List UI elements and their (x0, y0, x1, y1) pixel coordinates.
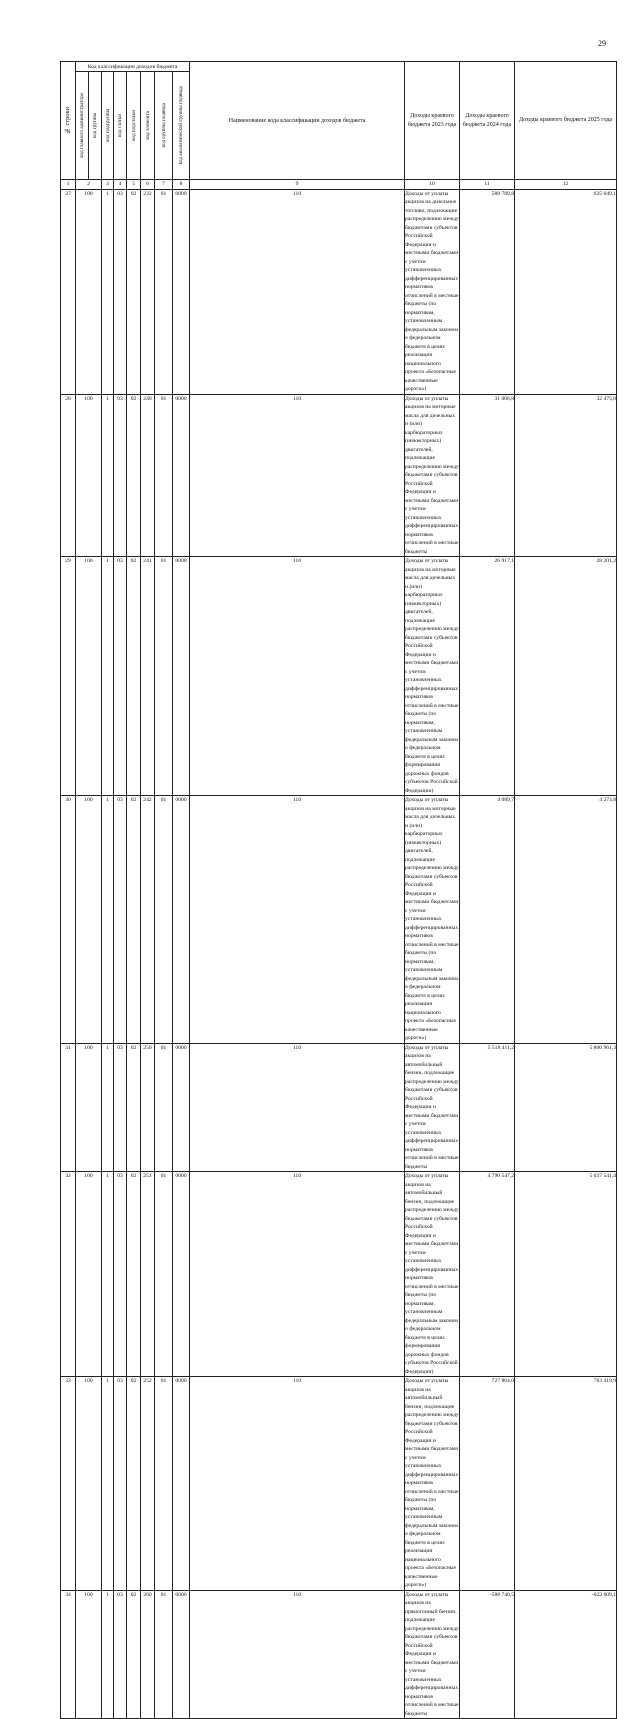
revenue-name: Доходы от уплаты акцизов на дизельное топливо, подлежащие распределению между бюджетами субъектов Российской Федерации и местными бюджетами с учетом установленных дифференцированных нормативов отчислений в местные бюджеты (по нормативам, установленным федеральным законом о федеральном бюджете в целях реализации национального проекта «Безопасные качественные дороги») (405, 190, 459, 392)
header-code-admin: код главного администратора (76, 72, 89, 180)
code-subgroup: 03 (114, 394, 127, 557)
code-admin: 100 (76, 1590, 102, 1719)
amount-2024: 32 475,0 (515, 394, 617, 557)
code-subgroup: 03 (114, 1590, 127, 1719)
code-subtype-group: 0000 (173, 557, 190, 796)
col-num: 10 (405, 180, 460, 190)
code-analytic-group: 110 (190, 1377, 405, 1591)
amount-2024: 5 800 961,3 (515, 1043, 617, 1172)
row-number: 27 (61, 189, 76, 394)
col-num: 1 (61, 180, 76, 190)
header-code-group: Код классификации доходов бюджета (76, 62, 190, 72)
code-subarticle: 250 (141, 1043, 155, 1172)
code-subgroup: 03 (114, 557, 127, 796)
table-row (61, 557, 617, 796)
table-row (61, 189, 617, 394)
code-element: 01 (155, 1172, 173, 1377)
header-row-number: № строки (61, 62, 76, 180)
code-admin: 100 (76, 796, 102, 1044)
code-admin: 100 (76, 1043, 102, 1172)
code-subtype-group: 0000 (173, 189, 190, 394)
code-group: 1 (102, 1043, 114, 1172)
code-element: 01 (155, 796, 173, 1044)
code-subtype-group: 0000 (173, 1377, 190, 1591)
revenue-name: Доходы от уплаты акцизов на моторные масла для дизельных и (или) карбюраторных (инжекторных) двигателей, подлежащие распределению между бюджетами субъектов Российской Федерации и местными бюджетами с учетом установленных дифференцированных нормативов отчислений в местные бюджеты (по нормативам, установленным федеральным законом о федеральном бюджете в целях реализации национального проекта «Безопасные качественные дороги») (405, 797, 459, 1041)
col-num: 2 (76, 180, 102, 190)
col-num: 7 (155, 180, 173, 190)
amount-2024: 5 037 541,4 (515, 1172, 617, 1377)
header-amount-2025: Доходы краевого бюджета 2025 года (515, 62, 617, 180)
code-group: 1 (102, 1377, 114, 1591)
code-article: 02 (127, 1590, 141, 1719)
code-subarticle: 240 (141, 394, 155, 557)
code-article: 02 (127, 189, 141, 394)
header-code-subtype-group: код группы подвида (155, 72, 173, 180)
col-num: 12 (515, 180, 617, 190)
amount-2024: 28 201,2 (515, 557, 617, 796)
row-number: 33 (61, 1377, 76, 1591)
header-amount-2024: Доходы краевого бюджета 2024 года (460, 62, 515, 180)
code-analytic-group: 110 (190, 557, 405, 796)
code-analytic-group: 110 (190, 189, 405, 394)
revenue-name: Доходы от уплаты акцизов на прямогонный бензин, подлежащие распределению между бюджетами субъектов Российской Федерации и местными бюджетами с учетом установленных дифференцированных нормативов отчислений в местные бюджеты (405, 1591, 459, 1717)
col-num: 9 (190, 180, 405, 190)
code-article: 02 (127, 796, 141, 1044)
code-element: 01 (155, 394, 173, 557)
amount-2024: 4 273,8 (515, 796, 617, 1044)
revenue-name: Доходы от уплаты акцизов на автомобильный бензин, подлежащие распределению между бюджетами субъектов Российской Федерации и местными бюджетами с учетом установленных дифференцированных нормативов отчислений в местные бюджеты (по нормативам, установленным федеральным законом о федеральном бюджете в целях реализации национального проекта «Безопасные качественные дороги») (405, 1378, 459, 1588)
amount-2024: -622 609,1 (515, 1590, 617, 1719)
col-num: 5 (127, 180, 141, 190)
col-num: 6 (141, 180, 155, 190)
row-number: 28 (61, 394, 76, 557)
col-num: 3 (102, 180, 114, 190)
row-number: 31 (61, 1043, 76, 1172)
header-code-analytic-group: код аналитической группы подвида (173, 72, 190, 180)
table-row (61, 1043, 617, 1172)
code-admin: 100 (76, 1377, 102, 1591)
col-num: 8 (173, 180, 190, 190)
row-number: 29 (61, 557, 76, 796)
code-article: 02 (127, 1043, 141, 1172)
amount-2023: 4 790 547,2 (460, 1172, 515, 1377)
budget-revenue-table (60, 61, 617, 1719)
code-subarticle: 241 (141, 557, 155, 796)
col-num: 11 (460, 180, 515, 190)
code-group: 1 (102, 1172, 114, 1377)
code-subarticle: 252 (141, 1377, 155, 1591)
code-analytic-group: 110 (190, 1043, 405, 1172)
code-analytic-group: 110 (190, 1590, 405, 1719)
code-element: 01 (155, 189, 173, 394)
code-analytic-group: 110 (190, 796, 405, 1044)
row-number: 32 (61, 1172, 76, 1377)
amount-2023: 31 006,8 (460, 394, 515, 557)
amount-2023: 26 917,1 (460, 557, 515, 796)
code-group: 1 (102, 189, 114, 394)
code-admin: 100 (76, 189, 102, 394)
amount-2023: 588 789,8 (460, 189, 515, 394)
header-code-group: код группы (89, 72, 102, 180)
code-subtype-group: 0000 (173, 394, 190, 557)
header-code-subgroup: код подгруппы (102, 72, 114, 180)
header-amount-2023: Доходы краевого бюджета 2023 года (405, 62, 460, 180)
code-subtype-group: 0000 (173, 1590, 190, 1719)
amount-2024: 625 649,1 (515, 189, 617, 394)
code-subtype-group: 0000 (173, 1043, 190, 1172)
amount-2023: 727 864,0 (460, 1377, 515, 1591)
code-subarticle: 251 (141, 1172, 155, 1377)
code-subgroup: 03 (114, 796, 127, 1044)
code-element: 01 (155, 1377, 173, 1591)
code-subgroup: 03 (114, 1377, 127, 1591)
row-number: 30 (61, 796, 76, 1044)
code-admin: 100 (76, 557, 102, 796)
code-subgroup: 03 (114, 1043, 127, 1172)
code-admin: 100 (76, 1172, 102, 1377)
amount-2023: 5 518 411,2 (460, 1043, 515, 1172)
code-article: 02 (127, 557, 141, 796)
code-element: 01 (155, 557, 173, 796)
code-group: 1 (102, 796, 114, 1044)
code-article: 02 (127, 1172, 141, 1377)
table-row (61, 394, 617, 557)
row-number: 34 (61, 1590, 76, 1719)
table-row (61, 1172, 617, 1377)
code-article: 02 (127, 1377, 141, 1591)
code-group: 1 (102, 1590, 114, 1719)
code-article: 02 (127, 394, 141, 557)
code-analytic-group: 110 (190, 394, 405, 557)
code-group: 1 (102, 394, 114, 557)
table-row (61, 1377, 617, 1591)
code-subtype-group: 0000 (173, 1172, 190, 1377)
col-num: 4 (114, 180, 127, 190)
code-element: 01 (155, 1043, 173, 1172)
code-subgroup: 03 (114, 1172, 127, 1377)
table-row (61, 1590, 617, 1719)
code-group: 1 (102, 557, 114, 796)
header-name: Наименование кода классификации доходов бюджета (190, 62, 405, 180)
code-subarticle: 242 (141, 796, 155, 1044)
column-number-row (61, 180, 617, 190)
amount-2023: -588 740,5 (460, 1590, 515, 1719)
revenue-name: Доходы от уплаты акцизов на моторные масла для дизельных и (или) карбюраторных (инжекторных) двигателей, подлежащие распределению между бюджетами субъектов Российской Федерации и местными бюджетами с учетом установленных дифференцированных нормативов отчислений в местные бюджеты (405, 395, 459, 555)
code-subarticle: 232 (141, 189, 155, 394)
amount-2024: 763 419,9 (515, 1377, 617, 1591)
code-subtype-group: 0000 (173, 796, 190, 1044)
table-row (61, 796, 617, 1044)
code-admin: 100 (76, 394, 102, 557)
revenue-name: Доходы от уплаты акцизов на моторные масла для дизельных и (или) карбюраторных (инжекторных) двигателей, подлежащие распределению между бюджетами субъектов Российской Федерации и местными бюджетами с учетом установленных дифференцированных нормативов отчислений в местные бюджеты (по нормативам, установленным федеральным законом о федеральном бюджете в целях формирования дорожных фондов субъектов Российской Федерации) (405, 558, 459, 794)
header-code-article: код статьи (114, 72, 127, 180)
header-code-element: код элемента (141, 72, 155, 180)
code-subarticle: 260 (141, 1590, 155, 1719)
code-element: 01 (155, 1590, 173, 1719)
amount-2023: 4 089,7 (460, 796, 515, 1044)
header-code-subarticle: код подстатьи (127, 72, 141, 180)
revenue-name: Доходы от уплаты акцизов на автомобильный бензин, подлежащие распределению между бюджетами субъектов Российской Федерации и местными бюджетами с учетом установленных дифференцированных нормативов отчислений в местные бюджеты (405, 1044, 459, 1170)
page-number: 29 (598, 39, 606, 48)
revenue-name: Доходы от уплаты акцизов на автомобильный бензин, подлежащие распределению между бюджетами субъектов Российской Федерации и местными бюджетами с учетом установленных дифференцированных нормативов отчислений в местные бюджеты (по нормативам, установленным федеральным законом о федеральном бюджете в целях формирования дорожных фондов субъектов Российской Федерации) (405, 1173, 459, 1375)
code-analytic-group: 110 (190, 1172, 405, 1377)
code-subgroup: 03 (114, 189, 127, 394)
